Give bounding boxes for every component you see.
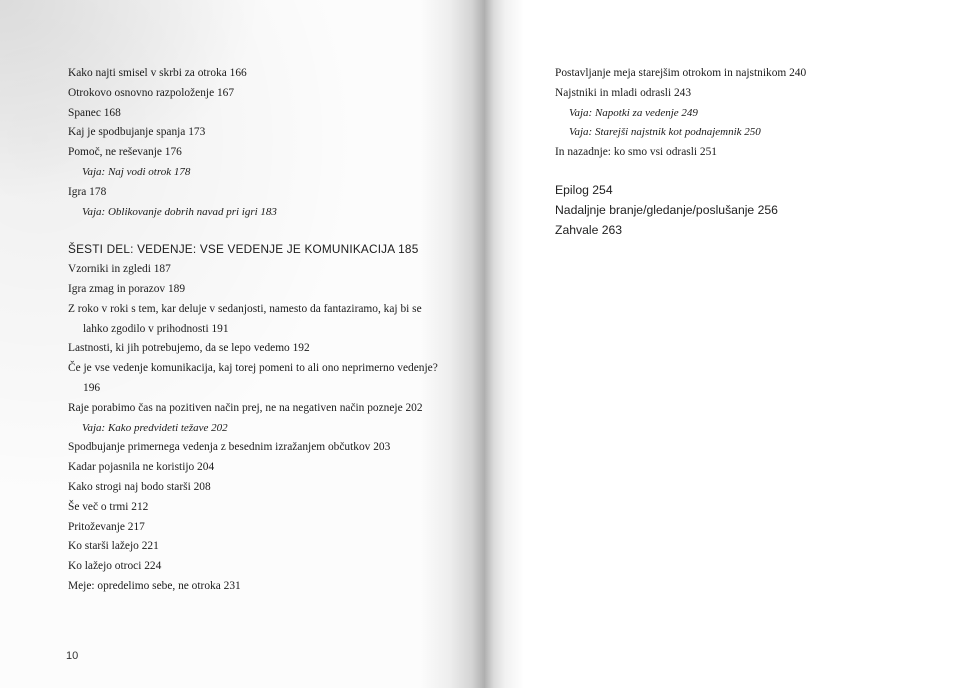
toc-entry: Kaj je spodbujanje spanja 173 [68, 126, 206, 139]
toc-entry: Raje porabimo čas na pozitiven način prej, ne na negativen način pozneje 202 [68, 401, 423, 414]
toc-backmatter-entry: Epilog 254 [555, 182, 613, 197]
toc-entry: Najstniki in mladi odrasli 243 [555, 86, 692, 99]
toc-entry: Ko lažejo otroci 224 [68, 560, 162, 573]
toc-entry: Če je vse vedenje komunikacija, kaj torej pomeni to ali ono neprimerno vedenje? 196 [68, 362, 438, 394]
toc-entry: Pritoževanje 217 [68, 520, 145, 533]
toc-spacer [68, 222, 438, 240]
toc-exercise-entry: Vaja: Starejši najstnik kot podnajemnik 250 [569, 126, 761, 139]
toc-entry: Ko starši lažejo 221 [68, 540, 159, 553]
toc-backmatter-entry: Nadaljnje branje/gledanje/poslušanje 256 [555, 202, 778, 217]
toc-exercise-entry: Vaja: Kako predvideti težave 202 [82, 421, 228, 434]
toc-entry: Kadar pojasnila ne koristijo 204 [68, 461, 215, 474]
toc-backmatter-entry: Zahvale 263 [555, 222, 623, 237]
toc-section-heading: ŠESTI DEL: VEDENJE: VSE VEDENJE JE KOMUNIKACIJA 185 [68, 242, 419, 257]
toc-entry: Meje: opredelimo sebe, ne otroka 231 [68, 579, 241, 592]
toc-exercise-entry: Vaja: Naj vodi otrok 178 [82, 165, 191, 178]
toc-entry: Igra zmag in porazov 189 [68, 282, 186, 295]
toc-spacer [555, 163, 955, 181]
right-page [484, 0, 969, 688]
toc-entry: Z roko v roki s tem, kar deluje v sedanjosti, namesto da fantaziramo, kaj bi se lahko zgodilo v prihodnosti 191 [68, 302, 422, 335]
toc-list-left [68, 64, 438, 597]
toc-exercise-entry: Vaja: Napotki za vedenje 249 [569, 106, 698, 119]
toc-exercise-entry: Vaja: Oblikovanje dobrih navad pri igri 183 [82, 205, 277, 218]
toc-entry: Kako strogi naj bodo starši 208 [68, 480, 211, 493]
page-number: 10 [66, 650, 79, 662]
toc-list-right [555, 64, 955, 240]
toc-entry: Spanec 168 [68, 106, 121, 119]
toc-entry: Postavljanje meja starejšim otrokom in najstnikom 240 [555, 67, 807, 79]
toc-entry: Otrokovo osnovno razpoloženje 167 [68, 86, 235, 99]
toc-entry: In nazadnje: ko smo vsi odrasli 251 [555, 146, 717, 159]
toc-entry: Vzorniki in zgledi 187 [68, 263, 171, 276]
toc-entry: Še več o trmi 212 [68, 500, 149, 513]
toc-entry: Kako najti smisel v skrbi za otroka 166 [68, 67, 247, 79]
toc-entry: Spodbujanje primernega vedenja z besednim izražanjem občutkov 203 [68, 441, 391, 454]
toc-entry: Pomoč, ne reševanje 176 [68, 146, 182, 159]
toc-entry: Igra 178 [68, 185, 107, 198]
left-page [0, 0, 484, 688]
toc-entry: Lastnosti, ki jih potrebujemo, da se lepo vedemo 192 [68, 342, 310, 355]
